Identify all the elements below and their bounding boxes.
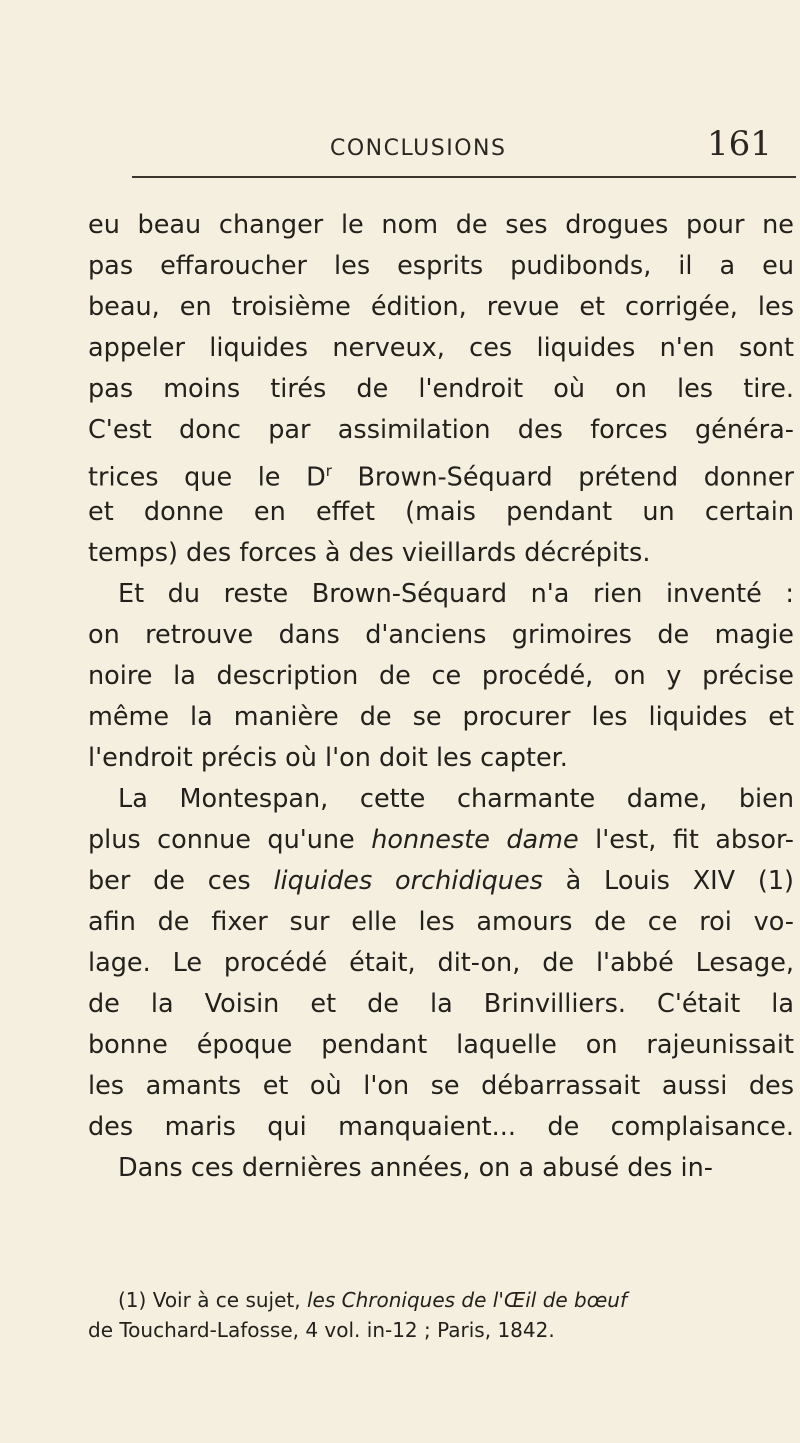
text-line: La Montespan, cette charmante dame, bien	[118, 784, 794, 814]
italic-text: honneste dame	[371, 825, 579, 855]
text-segment: ber de ces	[88, 866, 274, 896]
running-head: CONCLUSIONS	[330, 136, 507, 161]
text-line: on retrouve dans d'anciens grimoires de magie	[88, 620, 794, 650]
text-line: pas effaroucher les esprits pudibonds, il a eu	[88, 251, 794, 281]
text-line	[88, 820, 794, 861]
text-line: appeler liquides nerveux, ces liquides n'en sont	[88, 333, 794, 363]
text-line: les amants et où l'on se débarrassait aussi des	[88, 1071, 794, 1101]
header-rule	[132, 176, 796, 178]
footnote-line: de Touchard-Lafosse, 4 vol. in-12 ; Paris, 1842.	[88, 1318, 555, 1342]
text-line	[88, 861, 794, 902]
text-line: C'est donc par assimilation des forces généra-	[88, 415, 794, 445]
text-segment: plus connue qu'une	[88, 825, 372, 855]
italic-text: liquides orchidiques	[273, 866, 543, 896]
text-segment: Brown-Séquard prétend donner	[331, 462, 794, 493]
text-line: même la manière de se procurer les liquides et	[88, 702, 794, 732]
text-line: pas moins tirés de l'endroit où on les tire.	[88, 374, 794, 404]
text-segment: trices que le D	[88, 462, 326, 493]
text-line	[88, 451, 794, 492]
text-line: et donne en effet (mais pendant un certain	[88, 497, 794, 527]
text-segment: l'est, fit absor-	[578, 825, 795, 855]
text-line: eu beau changer le nom de ses drogues pour ne	[88, 210, 794, 240]
text-line: temps) des forces à des vieillards décrépits.	[88, 538, 651, 568]
text-line: de la Voisin et de la Brinvilliers. C'était la	[88, 989, 794, 1019]
footnote	[88, 1285, 794, 1345]
text-line: bonne époque pendant laquelle on rajeunissait	[88, 1030, 794, 1060]
superscript: r	[325, 462, 332, 480]
text-line: afin de fixer sur elle les amours de ce roi vo-	[88, 907, 794, 937]
footnote-text: (1) Voir à ce sujet,	[118, 1288, 307, 1312]
text-line: l'endroit précis où l'on doit les capter.	[88, 743, 568, 773]
page-number: 161	[707, 124, 772, 164]
body-text	[88, 205, 794, 1189]
footnote-italic-title: les Chroniques de l'Œil de bœuf	[306, 1288, 628, 1312]
text-line: Dans ces dernières années, on a abusé des in-	[118, 1153, 713, 1183]
text-line: beau, en troisième édition, revue et corrigée, les	[88, 292, 794, 322]
text-line: noire la description de ce procédé, on y précise	[88, 661, 794, 691]
text-line: Et du reste Brown-Séquard n'a rien inventé :	[118, 579, 794, 609]
footnote-line	[88, 1285, 794, 1315]
text-line: des maris qui manquaient... de complaisance.	[88, 1112, 794, 1142]
text-line: lage. Le procédé était, dit-on, de l'abbé Lesage,	[88, 948, 794, 978]
text-segment: à Louis XIV (1)	[542, 866, 794, 896]
